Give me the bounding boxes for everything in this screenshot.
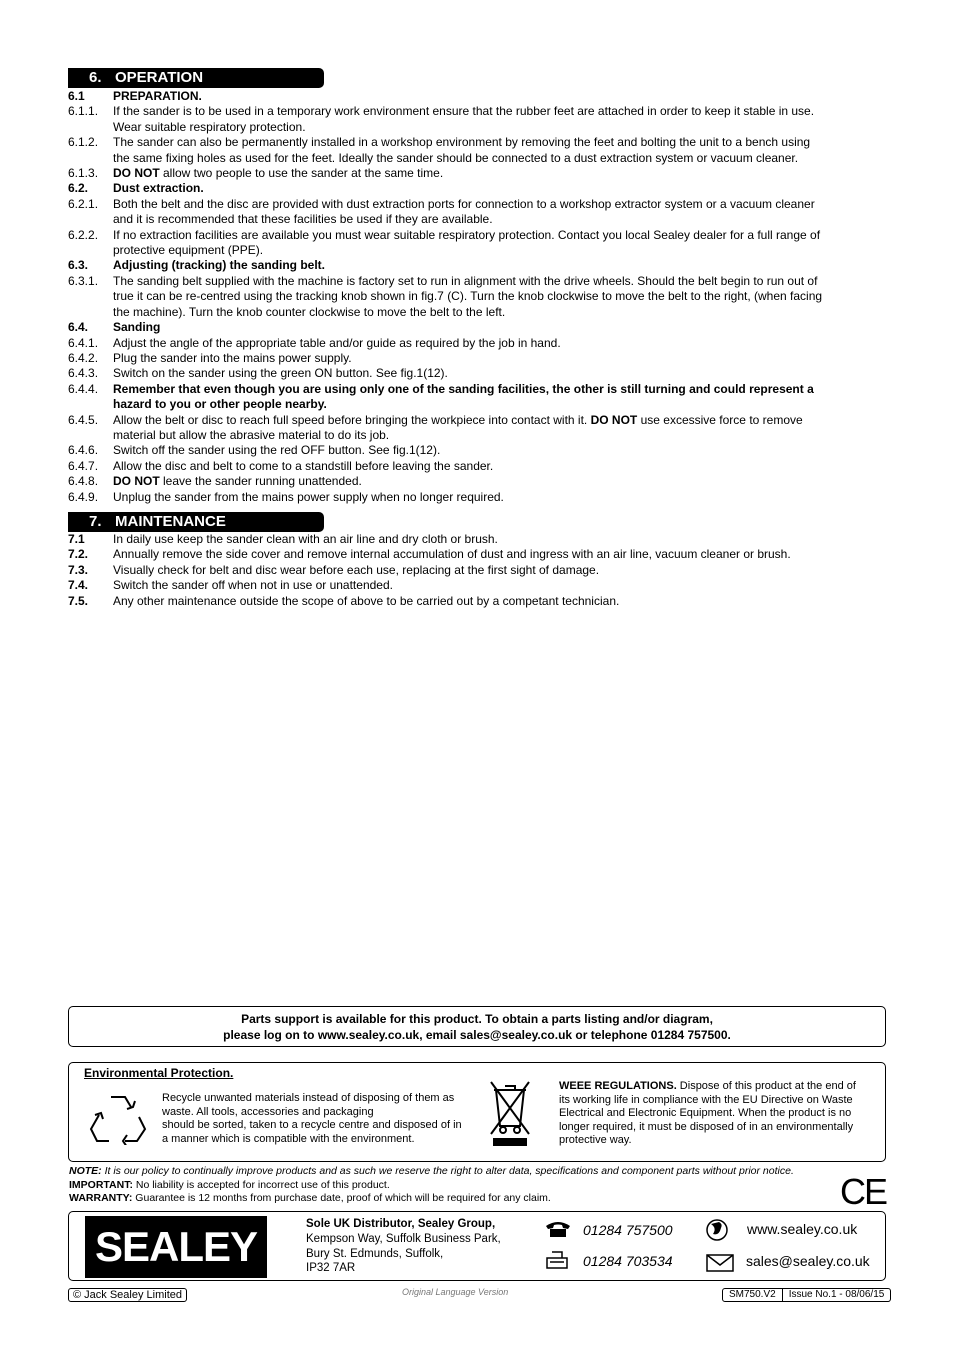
item-text: Both the belt and the disc are provided with dust extraction ports for connection to a workshop extractor system or a vacuum cleaner (113, 196, 815, 211)
email-address: sales@sealey.co.uk (746, 1253, 870, 1269)
item-number: 6.4.9. (68, 489, 99, 504)
item-number: 6.4.7. (68, 458, 99, 473)
item-text: the same fixing holes as used for the feet. Ideally the sander should be connected to a dust extraction system or vacuum cleaner. (113, 150, 799, 165)
operation-list (68, 89, 888, 505)
list-item (68, 120, 888, 135)
issue-label (722, 1288, 891, 1302)
sealey-logo: SEALEY (85, 1216, 267, 1278)
item-text: true it can be re-centred using the tracking knob shown in fig.7 (C). Turn the knob clockwise to move the belt to the right, (when facing (113, 289, 823, 304)
item-number: 6.1.3. (68, 166, 99, 181)
item-text: the machine). Turn the knob counter clockwise to move the belt to the left. (113, 304, 506, 319)
section-title: MAINTENANCE (115, 513, 226, 530)
list-item (68, 305, 888, 320)
item-number: 6.1 (68, 89, 85, 103)
recycle-text: Recycle unwanted materials instead of disposing of them as waste. All tools, accessories and packaging should be sorted, taken to a recycle centre and disposed of in a manner which is compatible with the environment. (162, 1092, 462, 1145)
list-item: 6.1.3. DO NOT allow two people to use the sander at the same time. (68, 166, 444, 181)
list-item (68, 563, 888, 578)
warranty-text: Guarantee is 12 months from purchase date, proof of which will be required for any claim. (132, 1192, 551, 1204)
item-number: 6.4.2. (68, 350, 99, 365)
item-number: 7.5. (68, 593, 89, 608)
list-item (68, 151, 888, 166)
section-number: 7. (89, 513, 102, 530)
list-item (68, 104, 888, 119)
item-number: 7.2. (68, 547, 89, 562)
item-text: Remember that even though you are using only one of the sanding facilities, the other is still turning and could represent a (113, 381, 814, 396)
item-number: 7.3. (68, 562, 89, 577)
list-item (68, 212, 888, 227)
parts-line-1: Parts support is available for this product. To obtain a parts listing and/or diagram, (241, 1012, 713, 1026)
item-text: PREPARATION. (113, 89, 202, 103)
list-item (68, 443, 888, 458)
item-number: 6.3. (68, 258, 89, 273)
footer-box (68, 1211, 886, 1281)
item-number: 6.2. (68, 181, 89, 196)
list-item (68, 289, 888, 304)
item-number: 7.1 (68, 532, 85, 546)
item-text: Allow the disc and belt to come to a standstill before leaving the sander. (113, 458, 494, 473)
item-number: 7.4. (68, 578, 89, 593)
email-envelope-icon (706, 1253, 734, 1273)
item-text: In daily use keep the sander clean with an air line and dry cloth or brush. (113, 532, 498, 546)
item-text: Annually remove the side cover and remove internal accumulation of dust and ingress with an air line, vacuum cleaner or brush. (113, 547, 791, 562)
item-text: The sander can also be permanently installed in a workshop environment by removing the feet and bolting the unit to a bench using (113, 135, 811, 150)
item-text: Plug the sander into the mains power supply. (113, 350, 352, 365)
list-item (68, 578, 888, 593)
item-text: Visually check for belt and disc wear before each use, replacing at the first sight of damage. (113, 562, 600, 577)
item-text: Switch on the sander using the green ON button. See fig.1(12). (113, 366, 448, 381)
item-text: Wear suitable respiratory protection. (113, 119, 306, 134)
weee-label: WEEE REGULATIONS. (559, 1080, 677, 1092)
list-item (68, 459, 888, 474)
list-item (68, 594, 888, 609)
item-text: Switch the sander off when not in use or unattended. (113, 578, 393, 593)
list-item (68, 351, 888, 366)
important-label: IMPORTANT: (69, 1178, 133, 1191)
phone-number: 01284 757500 (583, 1222, 673, 1238)
item-number: 6.1.1. (68, 104, 99, 119)
parts-line-2: please log on to www.sealey.co.uk, email sales@sealey.co.uk or telephone 01284 757500. (223, 1028, 731, 1042)
list-item (68, 428, 888, 443)
item-number: 6.4.6. (68, 443, 99, 458)
recycle-icon (89, 1091, 147, 1145)
list-item (68, 547, 888, 562)
list-item (68, 274, 888, 289)
environment-heading: Environmental Protection. (84, 1066, 234, 1080)
item-number: 6.4.1. (68, 335, 99, 350)
web-address: www.sealey.co.uk (747, 1221, 858, 1237)
operation-heading (68, 68, 324, 88)
item-text: Switch off the sander using the red OFF button. See fig.1(12). (113, 443, 441, 458)
item-text: material but allow the abrasive material to do its job. (113, 427, 390, 442)
parts-support-box (68, 1006, 886, 1047)
list-item (68, 320, 888, 335)
item-number: 6.4.3. (68, 366, 99, 381)
item-text: If no extraction facilities are available you must wear suitable respiratory protection. Contact you local Sealey dealer for a full range of (113, 227, 821, 242)
item-text: hazard to you or other people nearby. (113, 397, 327, 412)
item-text: and it is recommended that these facilities be used if they are available. (113, 212, 493, 227)
weee-bin-icon (487, 1078, 533, 1148)
issue-number: Issue No.1 - 08/06/15 (788, 1289, 885, 1300)
item-number: 6.4.8. (68, 474, 99, 489)
web-globe-icon (705, 1218, 733, 1244)
fax-icon (544, 1248, 570, 1270)
list-item (68, 181, 888, 196)
item-text: Adjust the angle of the appropriate table and/or guide as required by the job in hand. (113, 335, 561, 350)
maintenance-heading (68, 512, 324, 532)
important-text: No liability is accepted for incorrect use of this product. (132, 1178, 390, 1191)
list-item (68, 197, 888, 212)
section-title: OPERATION (115, 69, 204, 86)
item-text: allow two people to use the sander at the same time. (159, 166, 444, 181)
language-version: Original Language Version (402, 1287, 509, 1297)
item-text: Any other maintenance outside the scope of above to be carried out by a competant technician. (113, 593, 620, 608)
list-item (68, 258, 888, 273)
item-number: 6.4.4. (68, 381, 99, 396)
maintenance-list (68, 532, 888, 609)
item-text: The sanding belt supplied with the machine is factory set to run in alignment with the drive wheels. Should the belt begin to run out of (113, 273, 818, 288)
item-number: 6.4. (68, 320, 89, 335)
list-item (68, 397, 888, 412)
fax-number: 01284 703534 (583, 1253, 673, 1269)
item-number: 6.3.1. (68, 273, 99, 288)
item-text: Adjusting (tracking) the sanding belt. (113, 258, 326, 273)
list-item (68, 228, 888, 243)
item-number: 6.4.5. (68, 412, 99, 427)
warranty-label: WARRANTY: (69, 1192, 133, 1204)
item-text: If the sander is to be used in a temporary work environment ensure that the rubber feet are attached in order to keep it stable in use. (113, 104, 815, 119)
notes-block (69, 1165, 869, 1206)
list-item (68, 135, 888, 150)
list-item (68, 382, 888, 397)
copyright-label: © Jack Sealey Limited (68, 1288, 187, 1302)
item-text: Dust extraction. (113, 181, 204, 196)
item-text: Sanding (113, 320, 161, 335)
list-item (68, 366, 888, 381)
item-text: Unplug the sander from the mains power supply when no longer required. (113, 489, 504, 504)
list-item: 6.4.5. Allow the belt or disc to reach full speed before bringing the workpiece into contact with it. DO NOT use excessive force to remove (68, 412, 803, 427)
list-item (68, 89, 888, 104)
environment-box (68, 1062, 886, 1162)
list-item (68, 532, 888, 547)
item-number: 6.2.1. (68, 196, 99, 211)
item-text: protective equipment (PPE). (113, 243, 264, 258)
item-text: Allow the belt or disc to reach full speed before bringing the workpiece into contact with it. (113, 412, 591, 427)
list-item (68, 490, 888, 505)
item-text: leave the sander running unattended. (159, 474, 362, 489)
list-item (68, 243, 888, 258)
section-number: 6. (89, 69, 102, 86)
telephone-icon (544, 1220, 572, 1238)
note-label: NOTE: (69, 1165, 102, 1177)
item-number: 6.2.2. (68, 227, 99, 242)
list-item: 6.4.8. DO NOT leave the sander running unattended. (68, 474, 362, 489)
list-item (68, 336, 888, 351)
model-code: SM750.V2 (723, 1289, 783, 1301)
ce-mark: CE (840, 1171, 887, 1212)
note-text: It is our policy to continually improve products and as such we reserve the right to alter data, specifications and component parts without prior notice. (101, 1165, 794, 1177)
distributor-address: Sole UK Distributor, Sealey Group, Kempson Way, Suffolk Business Park, Bury St. Edmunds, Suffolk, IP32 7AR (306, 1218, 501, 1275)
item-number: 6.1.2. (68, 135, 99, 150)
weee-text: WEEE REGULATIONS. Dispose of this product at the end of its working life in compliance with the EU Directive on Waste Electrical and Electronic Equipment. When the product is no longer required, it must be disposed of in an environmentally protective way. (559, 1080, 856, 1146)
